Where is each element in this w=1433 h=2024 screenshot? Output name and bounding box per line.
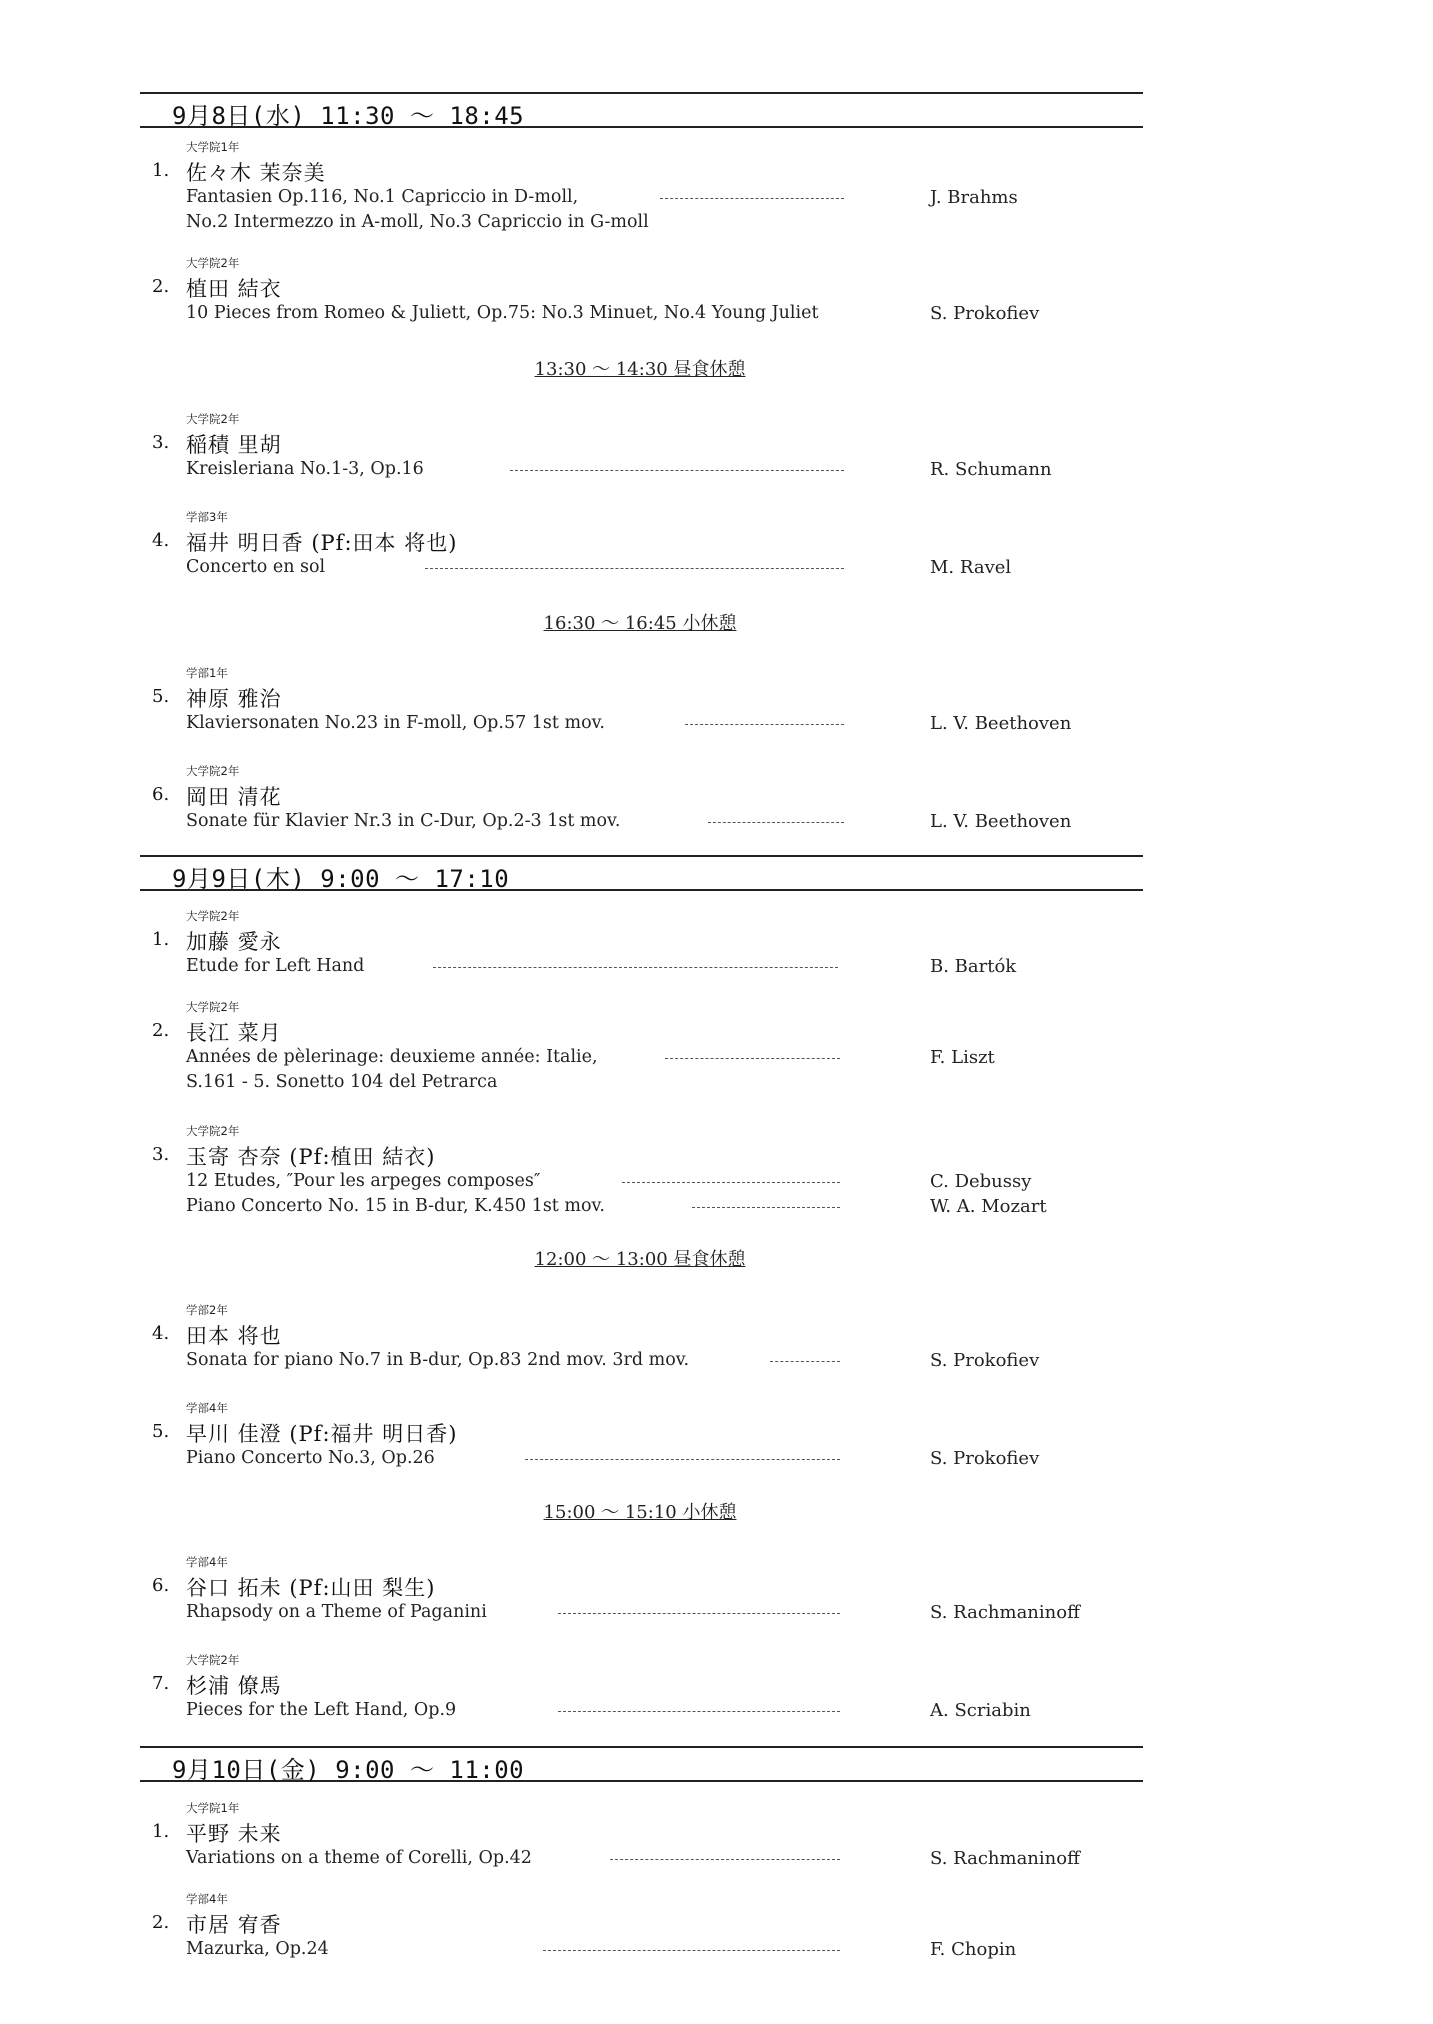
performer-number: 4. [152,1323,170,1344]
performer-number: 4. [152,530,170,551]
leader-line [558,1711,840,1712]
performer-year: 学部1年 [186,666,228,680]
break-notice: 13:30 〜 14:30 昼食休憩 [534,359,746,380]
work-title: Klaviersonaten No.23 in F-moll, Op.57 1st mov. [186,713,605,733]
composer: R. Schumann [930,459,1052,480]
performer-number: 3. [152,1144,170,1165]
work-title: S.161 - 5. Sonetto 104 del Petrarca [186,1072,498,1092]
work-title: Variations on a theme of Corelli, Op.42 [186,1848,532,1868]
performer-number: 3. [152,432,170,453]
composer: A. Scriabin [930,1700,1031,1721]
performer-year: 大学院2年 [186,1653,240,1667]
break-notice: 15:00 〜 15:10 小休憩 [543,1502,737,1523]
leader-line [622,1182,840,1183]
performer-name: 福井 明日香 (Pf:田本 将也) [186,531,458,555]
composer: L. V. Beethoven [930,713,1072,734]
performer-year: 学部2年 [186,1303,228,1317]
performer-year: 学部3年 [186,510,228,524]
work-title: Kreisleriana No.1-3, Op.16 [186,459,424,479]
performer-name: 植田 結衣 [186,277,282,301]
work-title: Pieces for the Left Hand, Op.9 [186,1700,457,1720]
performer-year: 学部4年 [186,1401,228,1415]
work-title: Sonate für Klavier Nr.3 in C-Dur, Op.2-3 1st mov. [186,811,621,831]
work-title: Piano Concerto No. 15 in B-dur, K.450 1st mov. [186,1196,605,1216]
performer-name: 加藤 愛永 [186,930,282,954]
performer-name: 田本 将也 [186,1324,282,1348]
composer: W. A. Mozart [930,1196,1047,1217]
composer: S. Prokofiev [930,1350,1040,1371]
composer: F. Chopin [930,1939,1017,1960]
work-title: Piano Concerto No.3, Op.26 [186,1448,435,1468]
leader-line [770,1361,840,1362]
leader-line [558,1613,840,1614]
composer: S. Prokofiev [930,1448,1040,1469]
work-title: Mazurka, Op.24 [186,1939,329,1959]
performer-name: 長江 菜月 [186,1021,282,1045]
performer-number: 2. [152,1020,170,1041]
performer-name: 神原 雅治 [186,687,282,711]
performer-number: 1. [152,160,170,181]
performer-number: 1. [152,929,170,950]
performer-year: 大学院2年 [186,256,240,270]
work-title: 12 Etudes, ″Pour les arpeges composes″ [186,1171,541,1191]
day-header [140,92,1143,128]
leader-line [543,1950,840,1951]
performer-year: 大学院1年 [186,140,240,154]
performer-number: 2. [152,1912,170,1933]
performer-year: 大学院2年 [186,1000,240,1014]
performer-year: 大学院1年 [186,1801,240,1815]
performer-name: 早川 佳澄 (Pf:福井 明日香) [186,1422,458,1446]
work-title: Rhapsody on a Theme of Paganini [186,1602,487,1622]
composer: F. Liszt [930,1047,995,1068]
work-title: 10 Pieces from Romeo & Juliett, Op.75: No.3 Minuet, No.4 Young Juliet [186,303,819,323]
work-title: Fantasien Op.116, No.1 Capriccio in D-moll, [186,187,579,207]
performer-name: 玉寄 杏奈 (Pf:植田 結衣) [186,1145,436,1169]
performer-number: 5. [152,686,170,707]
performer-name: 平野 未来 [186,1822,282,1846]
leader-line [610,1859,840,1860]
leader-line [708,822,844,823]
work-title: No.2 Intermezzo in A-moll, No.3 Capriccio in G-moll [186,212,649,232]
performer-year: 学部4年 [186,1892,228,1906]
break-notice: 12:00 〜 13:00 昼食休憩 [534,1249,746,1270]
performer-year: 大学院2年 [186,909,240,923]
composer: S. Rachmaninoff [930,1602,1080,1623]
leader-line [685,724,844,725]
leader-line [433,967,838,968]
work-title: Etude for Left Hand [186,956,365,976]
composer: M. Ravel [930,557,1012,578]
performer-number: 7. [152,1673,170,1694]
break-notice: 16:30 〜 16:45 小休憩 [543,613,737,634]
composer: L. V. Beethoven [930,811,1072,832]
performer-name: 稲積 里胡 [186,433,282,457]
composer: S. Rachmaninoff [930,1848,1080,1869]
composer: B. Bartók [930,956,1017,977]
performer-year: 学部4年 [186,1555,228,1569]
composer: J. Brahms [930,187,1018,208]
performer-number: 6. [152,784,170,805]
composer: S. Prokofiev [930,303,1040,324]
leader-line [665,1058,840,1059]
composer: C. Debussy [930,1171,1032,1192]
day-title: 9月8日(水) 11:30 〜 18:45 [172,102,525,130]
performer-name: 佐々木 茉奈美 [186,161,326,185]
performer-number: 6. [152,1575,170,1596]
day-header [140,1746,1143,1782]
performer-number: 5. [152,1421,170,1442]
leader-line [510,470,844,471]
work-title: Concerto en sol [186,557,326,577]
performer-name: 市居 宥香 [186,1913,282,1937]
performer-number: 2. [152,276,170,297]
day-title: 9月10日(金) 9:00 〜 11:00 [172,1756,525,1784]
leader-line [525,1459,840,1460]
leader-line [660,198,844,199]
performer-year: 大学院2年 [186,1124,240,1138]
leader-line [692,1207,840,1208]
performer-name: 岡田 清花 [186,785,282,809]
day-header [140,855,1143,891]
leader-line [425,568,844,569]
day-title: 9月9日(木) 9:00 〜 17:10 [172,865,510,893]
work-title: Sonata for piano No.7 in B-dur, Op.83 2nd mov. 3rd mov. [186,1350,690,1370]
performer-name: 杉浦 僚馬 [186,1674,282,1698]
performer-year: 大学院2年 [186,412,240,426]
performer-name: 谷口 拓未 (Pf:山田 梨生) [186,1576,436,1600]
performer-year: 大学院2年 [186,764,240,778]
work-title: Années de pèlerinage: deuxieme année: Italie, [186,1047,598,1067]
performer-number: 1. [152,1821,170,1842]
